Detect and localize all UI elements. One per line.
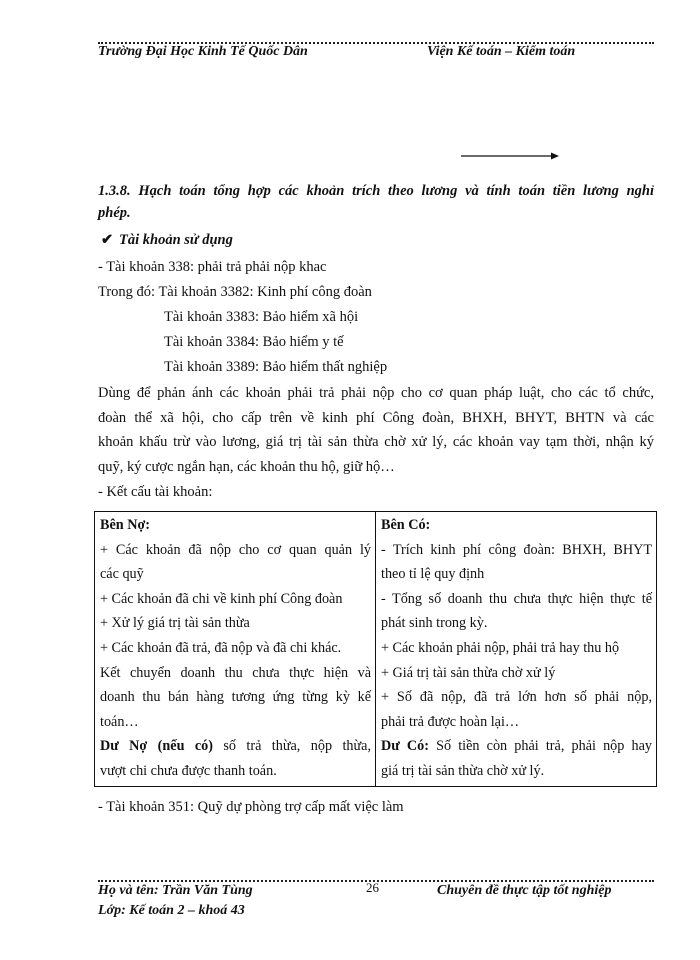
debit-balance-line2: vượt chi chưa được thanh toán. bbox=[100, 762, 277, 779]
account-3389: Tài khoản 3389: Bảo hiểm thất nghiệp bbox=[164, 359, 388, 375]
debit-column bbox=[95, 512, 376, 787]
credit-line: + Các khoản phải nộp, phải trả hay thu hộ bbox=[381, 639, 620, 656]
debit-line: các quỹ bbox=[100, 566, 144, 583]
credit-balance bbox=[381, 734, 652, 759]
account-351: - Tài khoản 351: Quỹ dự phòng trợ cấp mất việc làm bbox=[98, 799, 404, 815]
header-institute: Viện Kế toán – Kiểm toán bbox=[427, 44, 576, 59]
description-paragraph bbox=[98, 381, 654, 479]
subheading bbox=[101, 232, 233, 249]
debit-balance bbox=[100, 734, 371, 759]
credit-balance-text: Số tiền còn phải trả, phải nộp hay bbox=[428, 738, 652, 755]
debit-line: Kết chuyển doanh thu chưa thực hiện và bbox=[100, 664, 371, 681]
credit-line: + Số đã nộp, đã trả lớn hơn số phải nộp, bbox=[381, 689, 652, 706]
debit-line: + Các khoản đã chi về kinh phí Công đoàn bbox=[100, 590, 343, 607]
header-university: Trường Đại Học Kinh Tế Quốc Dân bbox=[98, 44, 308, 59]
credit-line: phát sinh trong kỳ. bbox=[381, 615, 488, 632]
debit-balance-text: số trả thừa, nộp thừa, bbox=[213, 738, 372, 755]
debit-header: Bên Nợ: bbox=[100, 517, 151, 533]
debit-line: doanh thu bán hàng tương ứng từng kỳ kế bbox=[100, 689, 371, 706]
debit-line: toán… bbox=[100, 713, 139, 730]
paragraph-line: quỹ, ký cược ngắn hạn, các khoản thu hộ, giữ hộ… bbox=[98, 458, 395, 475]
account-structure-table bbox=[94, 511, 657, 787]
credit-column bbox=[376, 512, 657, 787]
paragraph-line: khoản khấu trừ vào lương, giá trị tài sản thừa chờ xử lý, các khoản vay tạm thời, nhận ký bbox=[98, 434, 654, 450]
account-338: - Tài khoản 338: phải trả phải nộp khac bbox=[98, 259, 327, 275]
account-3383: Tài khoản 3383: Bảo hiểm xã hội bbox=[164, 309, 359, 325]
footer-name: Họ và tên: Trần Văn Tùng bbox=[98, 883, 253, 898]
credit-balance-line2: giá trị tài sản thừa chờ xử lý. bbox=[381, 762, 545, 779]
debit-line: + Xử lý giá trị tài sản thừa bbox=[100, 615, 250, 632]
footer-report-title: Chuyên đề thực tập tốt nghiệp bbox=[437, 883, 612, 898]
section-heading-cont: phép. bbox=[98, 205, 131, 221]
credit-line: - Trích kinh phí công đoàn: BHXH, BHYT bbox=[381, 541, 652, 558]
checkmark-icon: ✔ bbox=[101, 232, 114, 248]
credit-line: - Tổng số doanh thu chưa thực hiện thực tế bbox=[381, 590, 652, 607]
credit-line: theo tỉ lệ quy định bbox=[381, 566, 485, 583]
account-3384: Tài khoản 3384: Bảo hiểm y tế bbox=[164, 334, 344, 350]
debit-line: + Các khoản đã trả, đã nộp và đã chi khác. bbox=[100, 639, 342, 656]
credit-header: Bên Có: bbox=[381, 517, 431, 533]
table-row bbox=[95, 512, 657, 787]
subheading-text: Tài khoản sử dụng bbox=[119, 232, 233, 248]
arrow-right-icon bbox=[461, 151, 559, 161]
paragraph-line: đoàn thể xã hội, cho cấp trên về kinh phí Công đoàn, BHXH, BHYT, BHTN và các bbox=[98, 409, 654, 426]
page-number: 26 bbox=[366, 880, 379, 895]
debit-balance-label: Dư Nợ (nếu có) bbox=[100, 738, 213, 755]
credit-line: + Giá trị tài sản thừa chờ xử lý bbox=[381, 664, 556, 681]
account-3382: Trong đó: Tài khoản 3382: Kinh phí công đoàn bbox=[98, 284, 372, 300]
footer-class: Lớp: Kế toán 2 – khoá 43 bbox=[98, 903, 245, 918]
debit-line: + Các khoản đã nộp cho cơ quan quản lý bbox=[100, 541, 371, 558]
paragraph-line: Dùng để phản ánh các khoản phải trả phải nộp cho cơ quan pháp luật, cho các tổ chức, bbox=[98, 385, 654, 401]
structure-label: - Kết cấu tài khoản: bbox=[98, 484, 213, 500]
credit-balance-label: Dư Có: bbox=[381, 738, 429, 755]
section-heading: 1.3.8. Hạch toán tổng hợp các khoản trích theo lương và tính toán tiền lương nghỉ bbox=[98, 183, 654, 199]
credit-line: phải trả được hoàn lại… bbox=[381, 713, 520, 730]
